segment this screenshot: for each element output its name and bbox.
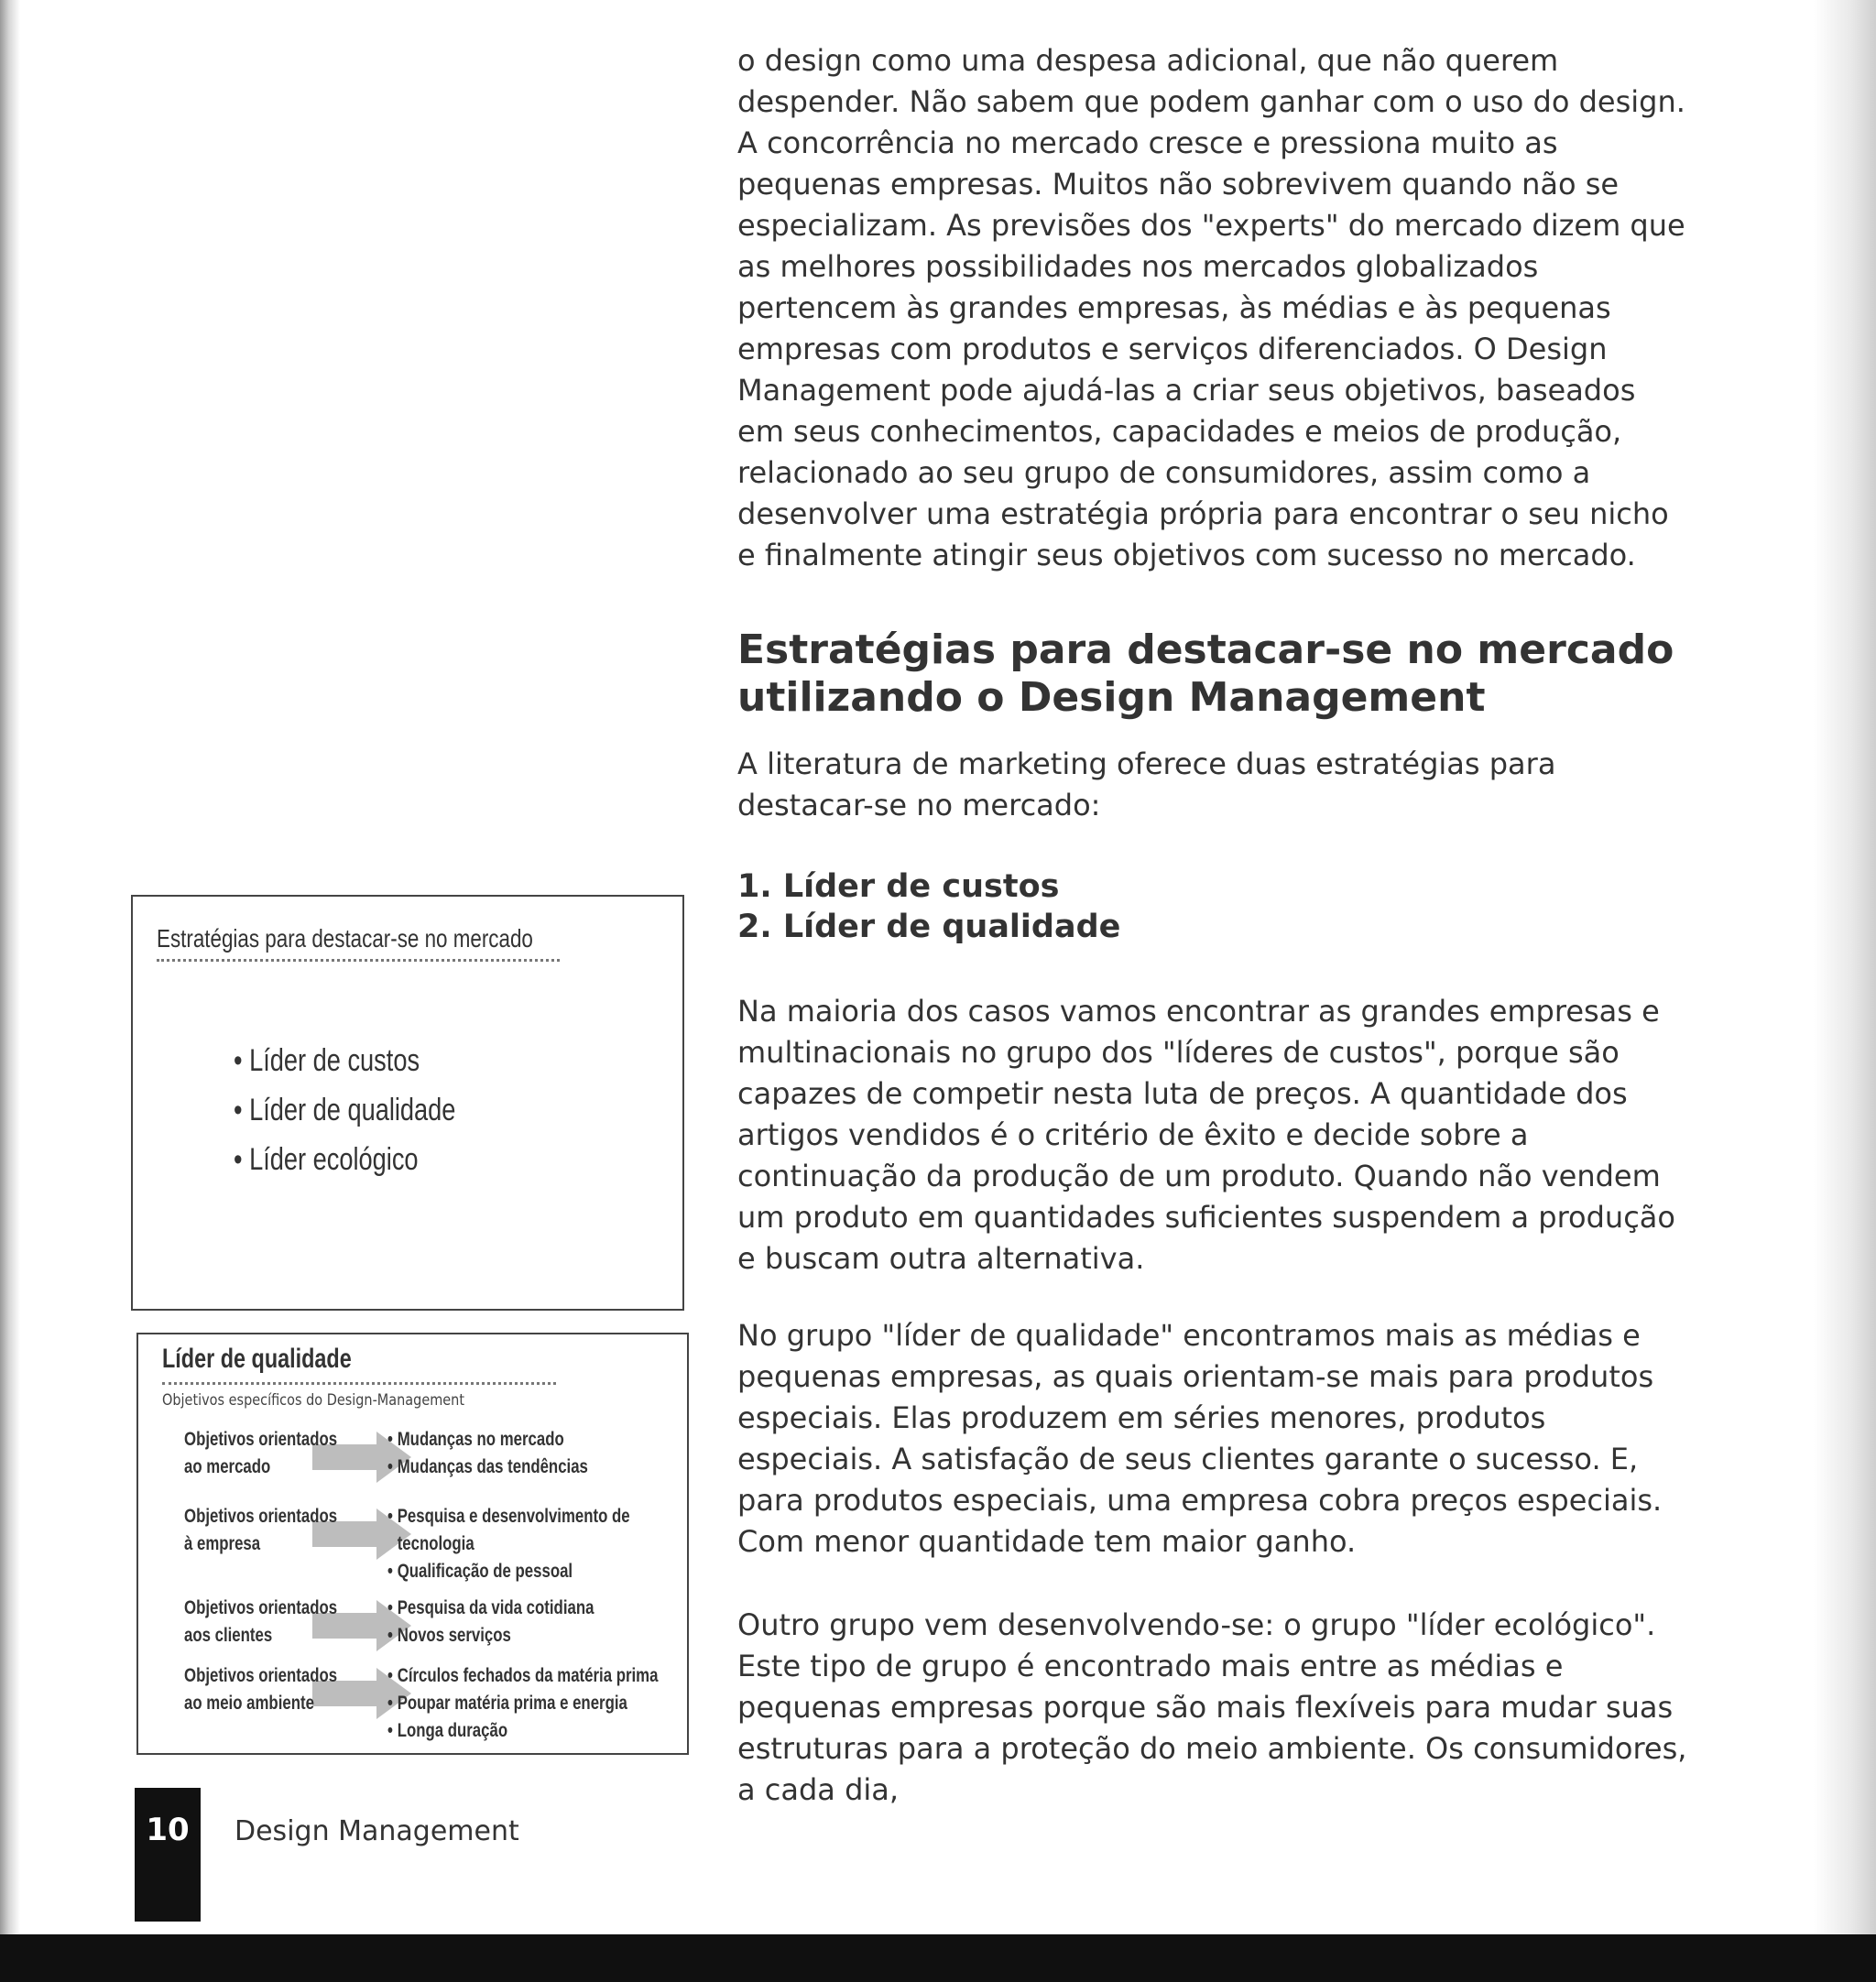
- body-paragraph-1: o design como uma despesa adicional, que não querem despender. Não sabem que podem ganhar com o uso do design. A concorrência no mercado cresce e pressiona muito as pequenas empresas. Muitos não sobrevivem quando não se especializam. As previsões dos "experts" do mercado dizem que as melhores possibilidades nos mercados globalizados pertencem às grandes empresas, às médias e às pequenas empresas com produtos e serviços diferenciados. O Design Management pode ajudá-las a criar seus objetivos, baseados em seus conhecimentos, capacidades e meios de produção, relacionado ao seu grupo de consumidores, assim como a desenvolver uma estratégia própria para encontrar o seu nicho e finalmente atingir seus objetivos com sucesso no mercado.: [737, 43, 1685, 572]
- objective-group-label-line: Objetivos orientados: [184, 1429, 338, 1450]
- page-binding-shadow: [0, 0, 20, 1982]
- objective-item: • Círculos fechados da matéria prima: [387, 1665, 659, 1686]
- body-paragraph-intro: A literatura de marketing oferece duas estratégias para destacar-se no mercado:: [737, 746, 1556, 822]
- page-edge-shadow: [1814, 0, 1876, 1934]
- objective-group-label-line: ao meio ambiente: [184, 1693, 314, 1714]
- objective-group-items: [387, 1662, 725, 1745]
- objective-group-label-line: Objetivos orientados: [184, 1665, 338, 1686]
- objective-item: • Pesquisa e desenvolvimento de: [387, 1506, 630, 1527]
- strategies-box-item: • Líder de custos: [234, 1043, 420, 1078]
- body-paragraph-3: No grupo "líder de qualidade" encontramos mais as médias e pequenas empresas, as quais orientam-se mais para produtos especiais. Elas produzem em séries menores, produtos especiais. A satisfação de seus clientes garante o sucesso. E, para produtos especiais, uma empresa cobra preços especiais. Com menor quantidade tem maior ganho.: [737, 1318, 1663, 1559]
- objective-item: • Longa duração: [387, 1720, 508, 1741]
- strategy-list-item: 1. Líder de custos: [737, 868, 1060, 905]
- objective-group-label-line: aos clientes: [184, 1625, 273, 1646]
- quality-leader-box: [136, 1333, 689, 1755]
- objective-item-label: Mudanças das tendências: [397, 1456, 588, 1477]
- strategies-box-item: • Líder ecológico: [234, 1142, 419, 1177]
- objective-group-label: [184, 1503, 337, 1558]
- objective-group-label-line: à empresa: [184, 1533, 261, 1554]
- objective-item: [387, 1530, 630, 1558]
- objective-item-label: tecnologia: [397, 1533, 474, 1554]
- objective-group-label-line: Objetivos orientados: [184, 1506, 338, 1527]
- objective-item: • Mudanças no mercado: [387, 1429, 564, 1450]
- objective-item: • Poupar matéria prima e energia: [387, 1693, 627, 1714]
- strategies-box-item-label: Líder de qualidade: [249, 1093, 456, 1127]
- objective-group-label-line: ao mercado: [184, 1456, 271, 1477]
- objective-item-label: Novos serviços: [397, 1625, 511, 1646]
- strategies-box-item: • Líder de qualidade: [234, 1093, 456, 1127]
- objective-group-label: [184, 1595, 337, 1650]
- objective-group-items: [387, 1595, 646, 1650]
- strategy-list: [737, 866, 1690, 947]
- scan-bottom-band: [0, 1934, 1876, 1982]
- body-paragraph-4: Outro grupo vem desenvolvendo-se: o grupo "líder ecológico". Este tipo de grupo é encontrado mais entre as médias e pequenas empresas porque são mais flexíveis para mudar suas estruturas para a proteção do meio ambiente. Os consumidores, a cada dia,: [737, 1607, 1687, 1807]
- quality-leader-box-subtitle: Objetivos específicos do Design-Management: [162, 1391, 464, 1410]
- strategies-box: [131, 895, 684, 1311]
- page-number: 10: [146, 1812, 190, 1848]
- objective-item-label: Pesquisa da vida cotidiana: [397, 1597, 594, 1618]
- section-heading: Estratégias para destacar-se no mercado utilizando o Design Management: [737, 626, 1674, 721]
- objective-group-label-line: Objetivos orientados: [184, 1597, 338, 1618]
- objective-group-label: [184, 1662, 337, 1717]
- objective-item: • Novos serviços: [387, 1625, 511, 1646]
- objective-group-items: [387, 1426, 638, 1481]
- strategies-box-title: Estratégias para destacar-se no mercado: [157, 924, 533, 953]
- objective-item-label: Poupar matéria prima e energia: [397, 1693, 627, 1714]
- dotted-divider: [157, 959, 560, 962]
- objective-item-label: Mudanças no mercado: [397, 1429, 564, 1450]
- objective-item: • Mudanças das tendências: [387, 1456, 588, 1477]
- objective-item-label: Círculos fechados da matéria prima: [397, 1665, 659, 1686]
- page-number-tab: [135, 1788, 201, 1922]
- objective-item-label: Pesquisa e desenvolvimento de: [397, 1506, 630, 1527]
- strategies-box-item-label: Líder de custos: [249, 1043, 420, 1078]
- objective-group-items: [387, 1503, 691, 1585]
- strategies-box-item-label: Líder ecológico: [249, 1142, 419, 1177]
- strategies-box-list: [234, 1036, 511, 1184]
- body-paragraph-2: Na maioria dos casos vamos encontrar as grandes empresas e multinacionais no grupo dos "líderes de custos", porque são capazes de competir nesta luta de preços. A quantidade dos artigos vendidos é o critério de êxito e decide sobre a continuação da produção de um produto. Quando não vendem um produto em quantidades suficientes suspendem a produção e buscam outra alternativa.: [737, 994, 1675, 1276]
- strategy-list-item: 2. Líder de qualidade: [737, 909, 1121, 945]
- objective-item-label: Longa duração: [397, 1720, 508, 1741]
- dotted-divider: [162, 1382, 556, 1385]
- objective-item: • Qualificação de pessoal: [387, 1561, 573, 1582]
- objective-item: • Pesquisa da vida cotidiana: [387, 1597, 594, 1618]
- objective-group-label: [184, 1426, 337, 1481]
- running-title: Design Management: [234, 1815, 519, 1847]
- quality-leader-box-title: Líder de qualidade: [162, 1344, 352, 1374]
- objective-item-label: Qualificação de pessoal: [397, 1561, 573, 1582]
